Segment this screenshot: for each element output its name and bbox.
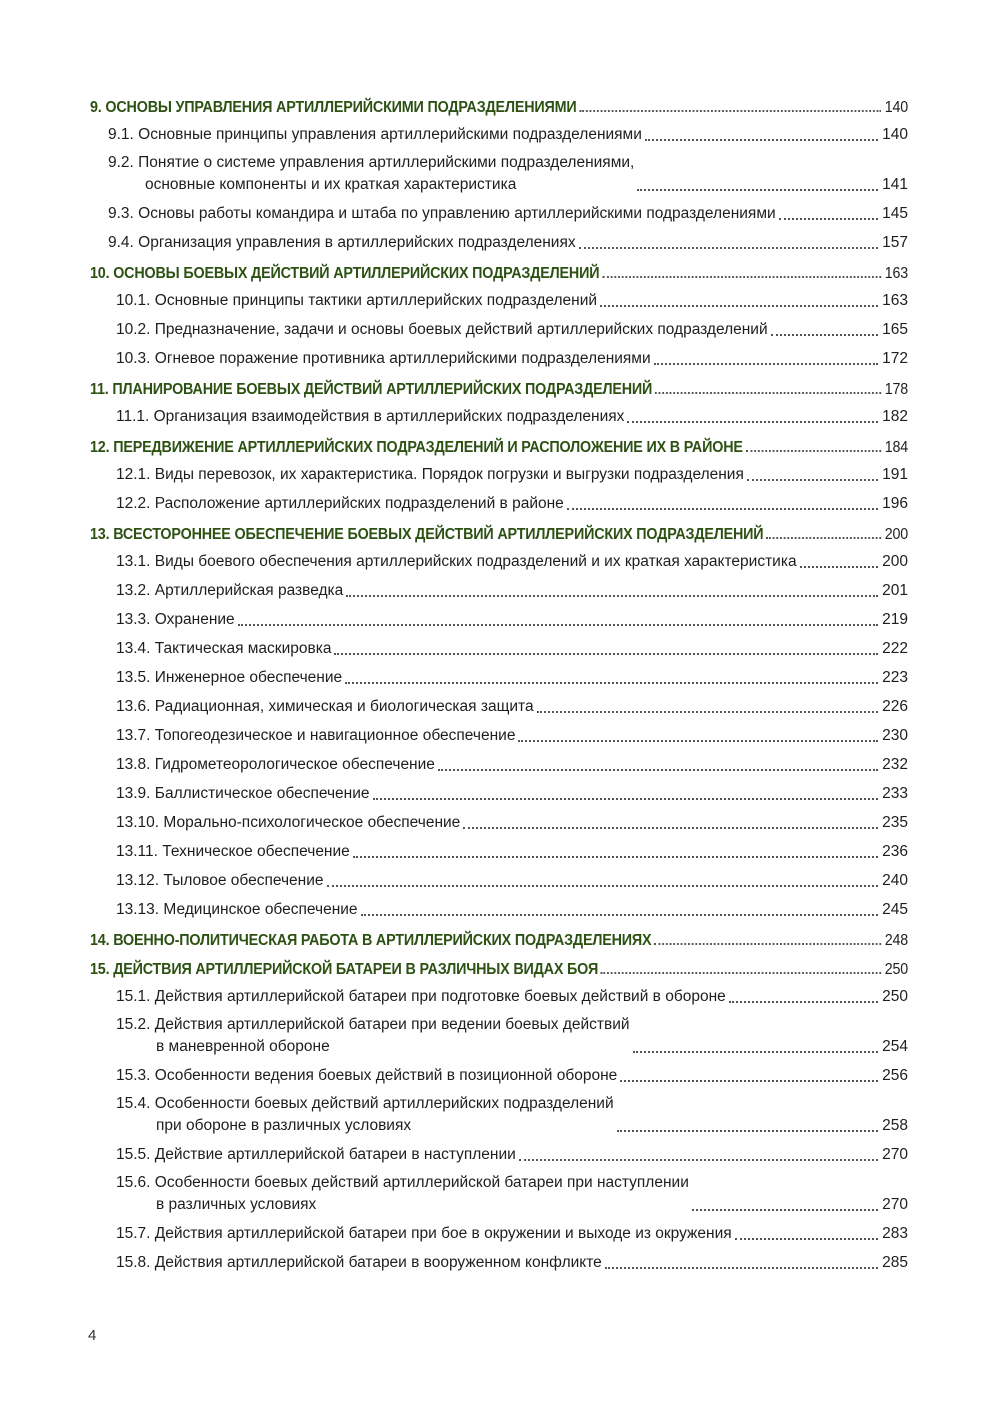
toc-section-entry <box>90 457 908 486</box>
toc-entry-title: 13. ВСЕСТОРОННЕЕ ОБЕСПЕЧЕНИЕ БОЕВЫХ ДЕЙСТВИЙ АРТИЛЛЕРИЙСКИХ ПОДРАЗДЕЛЕНИЙ <box>90 526 764 543</box>
toc-entry-title: 10. ОСНОВЫ БОЕВЫХ ДЕЙСТВИЙ АРТИЛЛЕРИЙСКИХ ПОДРАЗДЕЛЕНИЙ <box>90 265 600 282</box>
toc-page-number: 141 <box>882 176 908 193</box>
toc-entry-title: 13.4. Тактическая маскировка <box>116 640 332 657</box>
toc-section-entry <box>90 631 908 660</box>
toc-chapter-entry <box>90 950 908 979</box>
toc-page-number: 285 <box>882 1254 908 1271</box>
toc-entry-title: 15.8. Действия артиллерийской батареи в вооруженном конфликте <box>116 1254 602 1271</box>
toc-section-entry <box>90 660 908 689</box>
toc-entry-title: 10.2. Предназначение, задачи и основы боевых действий артиллерийских подразделений <box>116 321 768 338</box>
toc-page-number: 230 <box>882 727 908 744</box>
toc-entry-title-line2: при обороне в различных условиях <box>156 1117 412 1134</box>
dot-leader <box>771 334 879 336</box>
dot-leader <box>637 189 878 191</box>
toc-page-number: 140 <box>884 99 909 116</box>
toc-section-entry <box>90 486 908 515</box>
toc-page-number: 163 <box>884 265 909 282</box>
toc-entry-title-line1: 15.2. Действия артиллерийской батареи при ведении боевых действий <box>116 1016 630 1033</box>
toc-entry-title: 13.7. Топогеодезическое и навигационное обеспечение <box>116 727 516 744</box>
toc-entry-title-line2: основные компоненты и их краткая характеристика <box>145 176 517 193</box>
dot-leader <box>746 450 882 452</box>
toc-page-number: 201 <box>882 582 908 599</box>
dot-leader <box>327 885 879 887</box>
toc-entry-title: 11.1. Организация взаимодействия в артиллерийских подразделениях <box>116 408 625 425</box>
toc-entry-title <box>116 1093 614 1137</box>
toc-section-entry <box>90 1058 908 1087</box>
toc-section-entry <box>90 718 908 747</box>
toc-page-number: 250 <box>884 961 909 978</box>
toc-entry-title: 13.8. Гидрометеорологическое обеспечение <box>116 756 435 773</box>
dot-leader <box>800 566 879 568</box>
toc-section-entry <box>90 1216 908 1245</box>
toc-page-number: 184 <box>884 439 909 456</box>
dot-leader <box>654 943 881 945</box>
toc-entry-title: 10.1. Основные принципы тактики артиллерийских подразделений <box>116 292 598 309</box>
toc-entry-title: 12.2. Расположение артиллерийских подразделений в районе <box>116 495 564 512</box>
toc-entry-title: 15.5. Действие артиллерийской батареи в наступлении <box>116 1146 516 1163</box>
toc-entry-title-line2: в маневренной обороне <box>156 1038 330 1055</box>
table-of-contents <box>90 88 908 1274</box>
toc-page-number: 200 <box>884 526 909 543</box>
toc-page-number: 172 <box>882 350 908 367</box>
toc-entry-title-line1: 15.6. Особенности боевых действий артиллерийской батареи при наступлении <box>116 1174 689 1191</box>
dot-leader <box>463 827 878 829</box>
toc-entry-title: 14. ВОЕННО-ПОЛИТИЧЕСКАЯ РАБОТА В АРТИЛЛЕРИЙСКИХ ПОДРАЗДЕЛЕНИЯХ <box>90 932 652 949</box>
dot-leader <box>579 247 879 249</box>
toc-entry-title: 13.3. Охранение <box>116 611 235 628</box>
toc-chapter-entry <box>90 254 908 283</box>
toc-entry-title: 12. ПЕРЕДВИЖЕНИЕ АРТИЛЛЕРИЙСКИХ ПОДРАЗДЕЛЕНИЙ И РАСПОЛОЖЕНИЕ ИХ В РАЙОНЕ <box>90 439 743 456</box>
toc-section-entry <box>90 1137 908 1166</box>
toc-page-number: 191 <box>882 466 908 483</box>
toc-section-entry <box>90 892 908 921</box>
toc-entry-title: 15.3. Особенности ведения боевых действий в позиционной обороне <box>116 1067 618 1084</box>
toc-page-number: 200 <box>882 553 908 570</box>
dot-leader <box>654 363 879 365</box>
toc-chapter-entry <box>90 515 908 544</box>
toc-entry-title: 15.1. Действия артиллерийской батареи при подготовке боевых действий в обороне <box>116 988 726 1005</box>
toc-entry-title-line2: в различных условиях <box>156 1196 317 1213</box>
dot-leader <box>620 1080 878 1082</box>
toc-page-number: 226 <box>882 698 908 715</box>
toc-chapter-entry <box>90 88 908 117</box>
dot-leader <box>361 914 879 916</box>
dot-leader <box>747 479 878 481</box>
toc-section-entry <box>90 776 908 805</box>
toc-page-number: 157 <box>882 234 908 251</box>
dot-leader <box>346 595 878 597</box>
toc-page-number: 223 <box>882 669 908 686</box>
toc-page-number: 163 <box>882 292 908 309</box>
toc-page-number: 140 <box>882 126 908 143</box>
toc-entry-title: 11. ПЛАНИРОВАНИЕ БОЕВЫХ ДЕЙСТВИЙ АРТИЛЛЕРИЙСКИХ ПОДРАЗДЕЛЕНИЙ <box>90 381 653 398</box>
dot-leader <box>353 856 878 858</box>
toc-entry-title-line1: 15.4. Особенности боевых действий артиллерийских подразделений <box>116 1095 614 1112</box>
toc-entry-title: 12.1. Виды перевозок, их характеристика. Порядок погрузки и выгрузки подразделения <box>116 466 744 483</box>
toc-page-number: 258 <box>882 1117 908 1134</box>
dot-leader <box>373 798 879 800</box>
toc-page-number: 235 <box>882 814 908 831</box>
toc-entry-title: 13.10. Морально-психологическое обеспечение <box>116 814 461 831</box>
dot-leader <box>605 1267 878 1269</box>
toc-entry-title: 10.3. Огневое поражение противника артиллерийскими подразделениями <box>116 350 651 367</box>
toc-entry-title <box>116 1172 689 1216</box>
page-number: 4 <box>88 1327 97 1344</box>
toc-section-entry <box>90 863 908 892</box>
toc-entry-title: 13.11. Техническое обеспечение <box>116 843 350 860</box>
toc-page-number: 250 <box>882 988 908 1005</box>
dot-leader <box>238 624 878 626</box>
dot-leader <box>438 769 878 771</box>
toc-page-number: 232 <box>882 756 908 773</box>
dot-leader <box>518 740 878 742</box>
toc-section-entry <box>90 341 908 370</box>
toc-section-entry <box>90 312 908 341</box>
dot-leader <box>602 276 881 278</box>
dot-leader <box>600 305 878 307</box>
toc-section-entry <box>90 1087 908 1137</box>
toc-entry-title: 13.6. Радиационная, химическая и биологическая защита <box>116 698 534 715</box>
toc-entry-title: 13.9. Баллистическое обеспечение <box>116 785 370 802</box>
toc-page-number: 182 <box>882 408 908 425</box>
toc-entry-title: 15. ДЕЙСТВИЯ АРТИЛЛЕРИЙСКОЙ БАТАРЕИ В РАЗЛИЧНЫХ ВИДАХ БОЯ <box>90 961 599 978</box>
toc-page-number: 219 <box>882 611 908 628</box>
toc-section-entry <box>90 747 908 776</box>
toc-chapter-entry <box>90 370 908 399</box>
toc-section-entry <box>90 544 908 573</box>
toc-entry-title <box>108 152 634 196</box>
toc-page-number: 236 <box>882 843 908 860</box>
toc-page-number: 240 <box>882 872 908 889</box>
toc-page-number: 233 <box>882 785 908 802</box>
toc-page-number: 283 <box>882 1225 908 1242</box>
dot-leader <box>729 1001 878 1003</box>
toc-section-entry <box>90 1245 908 1274</box>
dot-leader <box>779 218 878 220</box>
toc-section-entry <box>90 1008 908 1058</box>
toc-page-number: 270 <box>882 1146 908 1163</box>
toc-section-entry <box>90 283 908 312</box>
toc-section-entry <box>90 834 908 863</box>
dot-leader <box>519 1159 878 1161</box>
toc-section-entry <box>90 573 908 602</box>
toc-entry-title: 9.3. Основы работы командира и штаба по управлению артиллерийскими подразделениями <box>108 205 776 222</box>
dot-leader <box>334 653 878 655</box>
toc-section-entry <box>90 689 908 718</box>
toc-section-entry <box>90 225 908 254</box>
toc-entry-title: 9.1. Основные принципы управления артиллерийскими подразделениями <box>108 126 642 143</box>
dot-leader <box>567 508 878 510</box>
toc-entry-title: 13.5. Инженерное обеспечение <box>116 669 343 686</box>
dot-leader <box>601 972 881 974</box>
dot-leader <box>735 1238 878 1240</box>
toc-chapter-entry <box>90 921 908 950</box>
toc-chapter-entry <box>90 428 908 457</box>
toc-section-entry <box>90 1166 908 1216</box>
toc-section-entry <box>90 979 908 1008</box>
toc-entry-title: 15.7. Действия артиллерийской батареи при бое в окружении и выходе из окружения <box>116 1225 732 1242</box>
dot-leader <box>692 1209 878 1211</box>
toc-entry-title: 13.12. Тыловое обеспечение <box>116 872 324 889</box>
dot-leader <box>633 1051 879 1053</box>
toc-section-entry <box>90 805 908 834</box>
toc-page-number: 254 <box>882 1038 908 1055</box>
toc-page-number: 145 <box>882 205 908 222</box>
toc-section-entry <box>90 117 908 146</box>
toc-page-number: 270 <box>882 1196 908 1213</box>
toc-page-number: 256 <box>882 1067 908 1084</box>
dot-leader <box>645 139 878 141</box>
dot-leader <box>627 421 878 423</box>
dot-leader <box>617 1130 878 1132</box>
toc-entry-title <box>116 1014 630 1058</box>
dot-leader <box>655 392 881 394</box>
toc-page-number: 222 <box>882 640 908 657</box>
toc-entry-title: 13.2. Артиллерийская разведка <box>116 582 344 599</box>
toc-entry-title: 13.13. Медицинское обеспечение <box>116 901 358 918</box>
dot-leader <box>579 110 881 112</box>
dot-leader <box>345 682 878 684</box>
toc-page-number: 165 <box>882 321 908 338</box>
toc-section-entry <box>90 399 908 428</box>
toc-page-number: 248 <box>884 932 909 949</box>
toc-page-number: 196 <box>882 495 908 512</box>
toc-entry-title: 9. ОСНОВЫ УПРАВЛЕНИЯ АРТИЛЛЕРИЙСКИМИ ПОДРАЗДЕЛЕНИЯМИ <box>90 99 577 116</box>
toc-section-entry <box>90 196 908 225</box>
dot-leader <box>537 711 879 713</box>
toc-page-number: 245 <box>882 901 908 918</box>
toc-section-entry <box>90 602 908 631</box>
toc-section-entry <box>90 146 908 196</box>
toc-entry-title: 9.4. Организация управления в артиллерийских подразделениях <box>108 234 576 251</box>
dot-leader <box>766 537 881 539</box>
toc-entry-title: 13.1. Виды боевого обеспечения артиллерийских подразделений и их краткая характеристика <box>116 553 797 570</box>
toc-page-number: 178 <box>884 381 909 398</box>
toc-entry-title-line1: 9.2. Понятие о системе управления артиллерийскими подразделениями, <box>108 154 635 171</box>
